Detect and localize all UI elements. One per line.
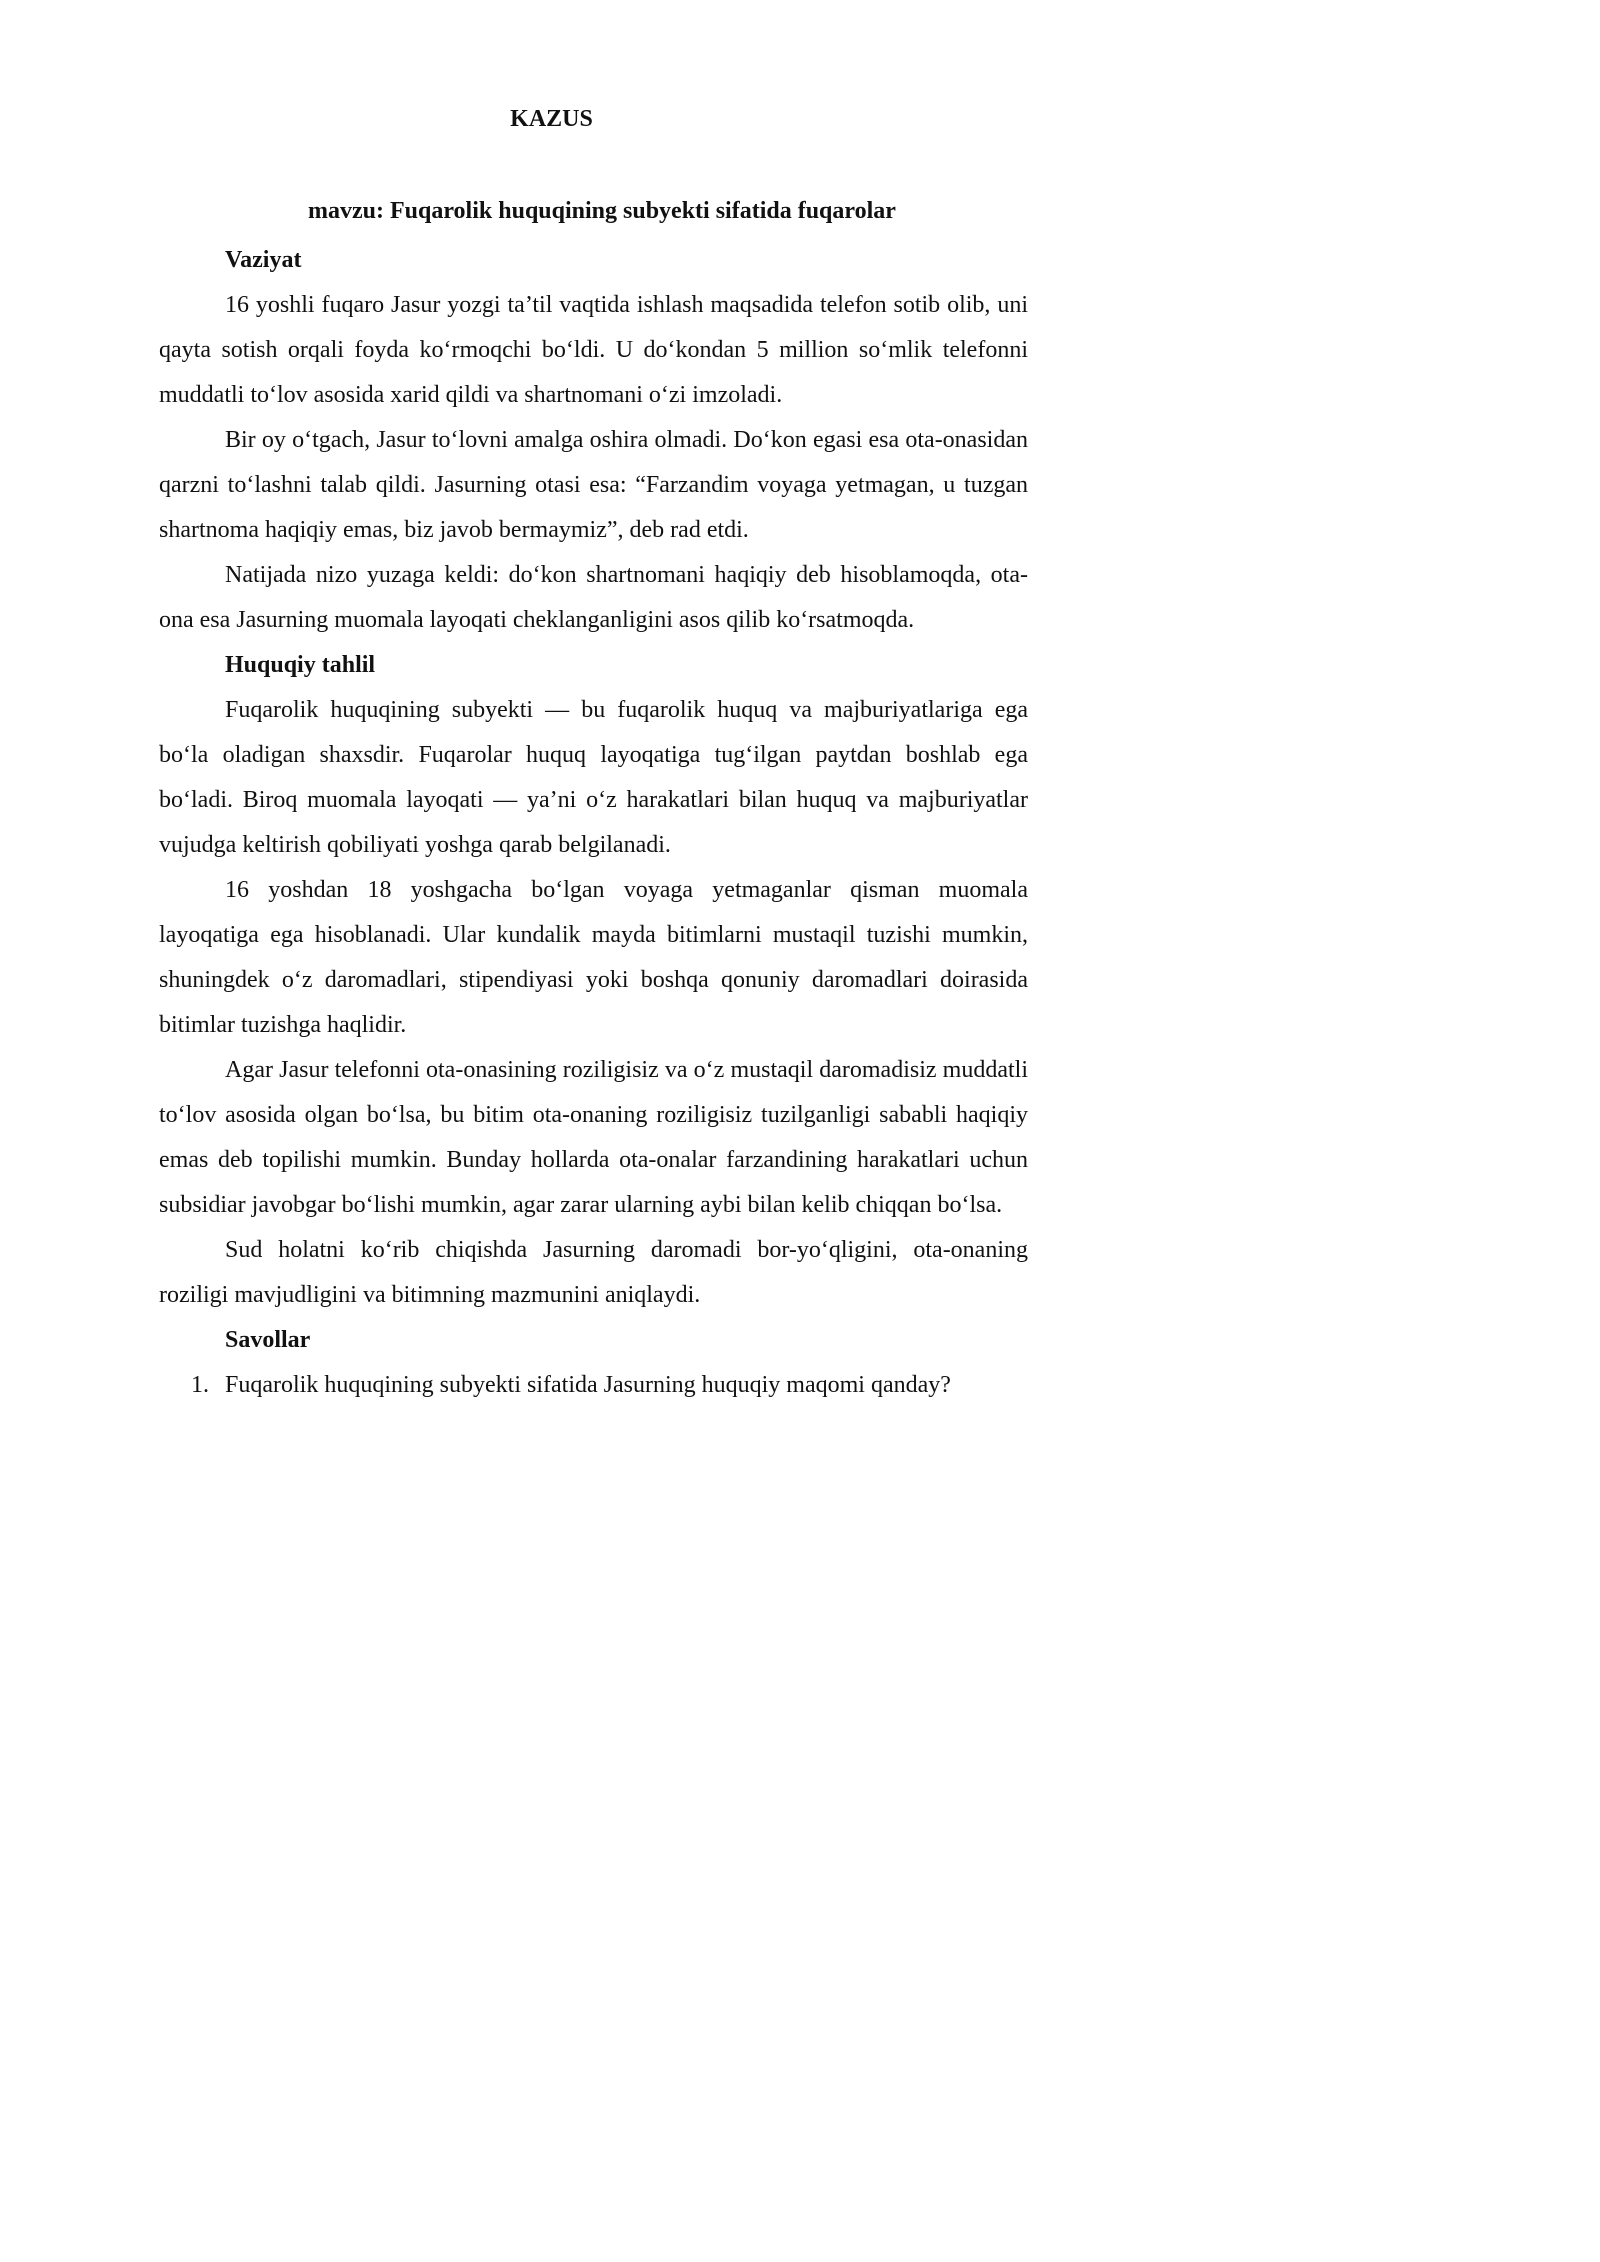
section-heading-situation: Vaziyat	[225, 247, 302, 273]
question-text: Fuqarolik huquqining subyekti sifatida Jasurning huquqiy maqomi qanday?	[225, 1372, 951, 1398]
situation-paragraph: Bir oy o‘tgach, Jasur to‘lovni amalga oshira olmadi. Do‘kon egasi esa ota-onasidan qarzni to‘lashni talab qildi. Jasurning otasi esa: “Farzandim voyaga yetmagan, u tuzgan shartnoma haqiqiy emas, biz javob bermaymiz”, deb rad etdi.	[159, 427, 1028, 543]
analysis-paragraph: Sud holatni ko‘rib chiqishda Jasurning daromadi bor-yo‘qligini, ota-onaning roziligi mavjudligini va bitimning mazmunini aniqlaydi.	[159, 1237, 1028, 1308]
document-title: KAZUS	[510, 106, 593, 132]
section-heading-analysis: Huquqiy tahlil	[225, 652, 376, 678]
document-subtitle: mavzu: Fuqarolik huquqining subyekti sifatida fuqarolar	[308, 198, 896, 224]
situation-paragraph: Natijada nizo yuzaga keldi: do‘kon shartnomani haqiqiy deb hisoblamoqda, ota-ona esa Jasurning muomala layoqati cheklanganligini asos qilib ko‘rsatmoqda.	[159, 562, 1028, 633]
section-heading-questions: Savollar	[225, 1327, 311, 1353]
question-number: 1.	[191, 1372, 209, 1398]
document-page	[0, 0, 1103, 1560]
analysis-paragraph: Fuqarolik huquqining subyekti — bu fuqarolik huquq va majburiyatlariga ega bo‘la oladigan shaxsdir. Fuqarolar huquq layoqatiga tug‘ilgan paytdan boshlab ega bo‘ladi. Biroq muomala layoqati — ya’ni o‘z harakatlari bilan huquq va majburiyatlar vujudga keltirish qobiliyati yoshga qarab belgilanadi.	[159, 697, 1028, 858]
question-item	[159, 1363, 1028, 1408]
analysis-paragraph: 16 yoshdan 18 yoshgacha bo‘lgan voyaga yetmaganlar qisman muomala layoqatiga ega hisoblanadi. Ular kundalik mayda bitimlarni mustaqil tuzishi mumkin, shuningdek o‘z daromadlari, stipendiyasi yoki boshqa qonuniy daromadlari doirasida bitimlar tuzishga haqlidir.	[159, 877, 1028, 1038]
document-body	[159, 238, 1028, 1408]
situation-paragraph: 16 yoshli fuqaro Jasur yozgi ta’til vaqtida ishlash maqsadida telefon sotib olib, uni qayta sotish orqali foyda ko‘rmoqchi bo‘ldi. U do‘kondan 5 million so‘mlik telefonni muddatli to‘lov asosida xarid qildi va shartnomani o‘zi imzoladi.	[159, 292, 1028, 408]
analysis-paragraph: Agar Jasur telefonni ota-onasining roziligisiz va o‘z mustaqil daromadisiz muddatli to‘lov asosida olgan bo‘lsa, bu bitim ota-onaning roziligisiz tuzilganligi sababli haqiqiy emas deb topilishi mumkin. Bunday hollarda ota-onalar farzandining harakatlari uchun subsidiar javobgar bo‘lishi mumkin, agar zarar ularning aybi bilan kelib chiqqan bo‘lsa.	[159, 1057, 1028, 1218]
